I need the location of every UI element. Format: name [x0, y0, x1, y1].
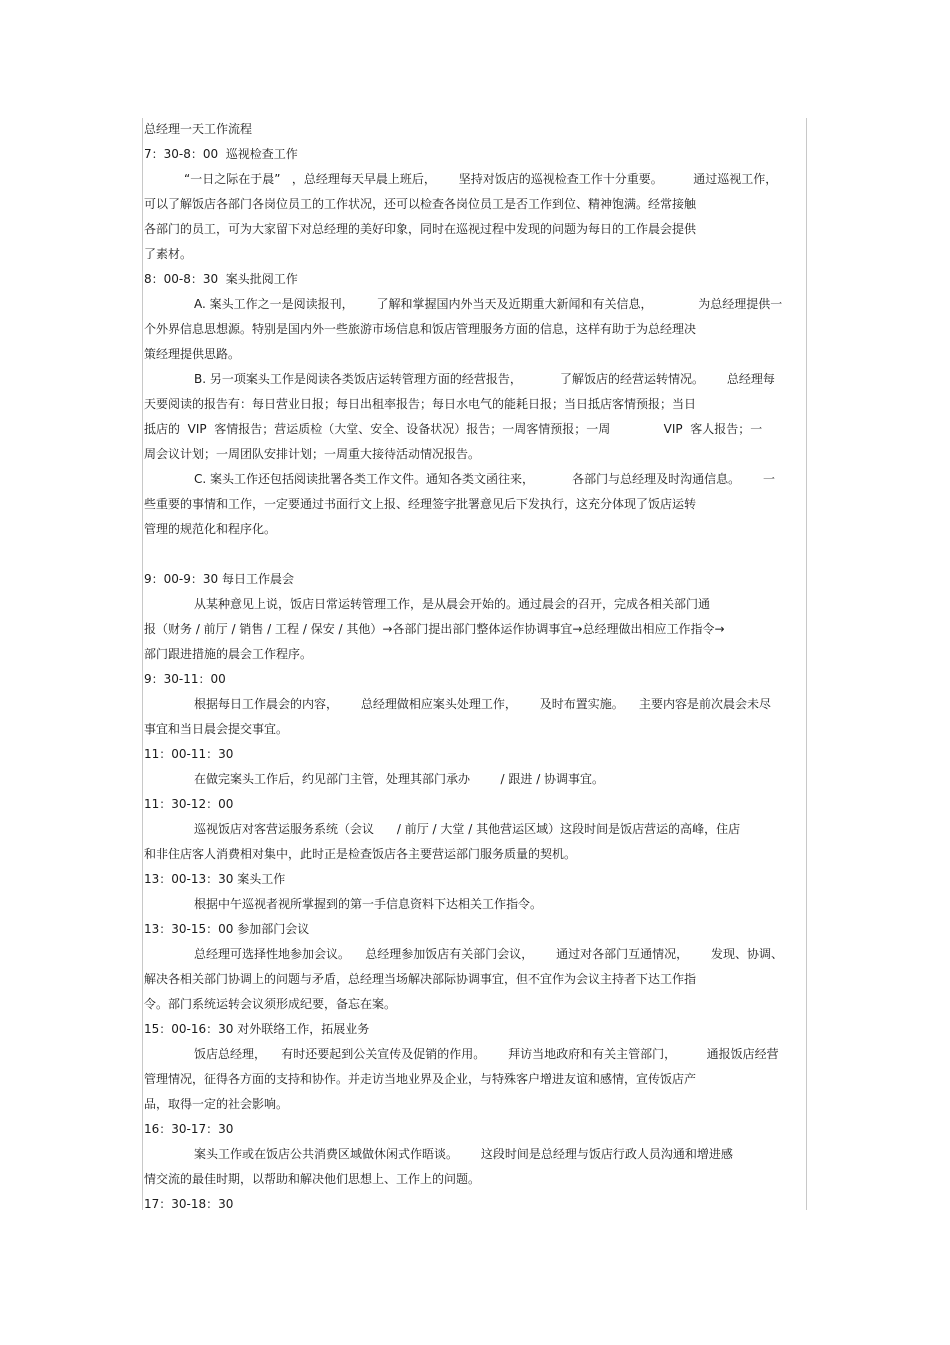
paragraph-line: C. 案头工作还包括阅读批署各类工作文件。通知各类文函往来， 各部门与总经理及时沟通信息。 一	[194, 472, 776, 486]
paragraph-line: 管理的规范化和程序化。	[144, 522, 277, 536]
paragraph-line: 抵店的 VIP 客情报告；营运质检（大堂、安全、设备状况）报告；一周客情预报；一周 VIP 客人报告；一	[144, 422, 763, 436]
schedule-heading-1130: 11：30-12：00	[144, 797, 234, 811]
paragraph-line: 解决各相关部门协调上的问题与矛盾，总经理当场解决部际协调事宜，但不宜作为会议主持者下达工作指	[144, 972, 697, 986]
schedule-heading-0900: 9：00-9：30 每日工作晨会	[144, 572, 294, 586]
schedule-heading-1730: 17：30-18：30	[144, 1197, 234, 1211]
paragraph-line: 可以了解饭店各部门各岗位员工的工作状况，还可以检查各岗位员工是否工作到位、精神饱满。经常接触	[144, 197, 697, 211]
right-margin-rule	[806, 118, 807, 1210]
paragraph-line: 事宜和当日晨会提交事宜。	[144, 722, 289, 736]
document-title: 总经理一天工作流程	[144, 122, 253, 136]
paragraph-line: 些重要的事情和工作，一定要通过书面行文上报、经理签字批署意见后下发执行，这充分体现了饭店运转	[144, 497, 697, 511]
schedule-heading-1630: 16：30-17：30	[144, 1122, 234, 1136]
paragraph-line: 策经理提供思路。	[144, 347, 241, 361]
paragraph-line: 在做完案头工作后，约见部门主管，处理其部门承办 / 跟进 / 协调事宜。	[194, 772, 605, 786]
paragraph-line: 案头工作或在饭店公共消费区域做休闲式作晤谈。 这段时间是总经理与饭店行政人员沟通和增进感	[194, 1147, 733, 1161]
paragraph-line: 品，取得一定的社会影响。	[144, 1097, 289, 1111]
paragraph-line: 周会议计划；一周团队安排计划；一周重大接待活动情况报告。	[144, 447, 481, 461]
schedule-heading-1500: 15：00-16：30 对外联络工作，拓展业务	[144, 1022, 370, 1036]
paragraph-line: 部门跟进措施的晨会工作程序。	[144, 647, 313, 661]
schedule-heading-1100: 11：00-11：30	[144, 747, 234, 761]
paragraph-line: 巡视饭店对客营运服务系统（会议 / 前厅 / 大堂 / 其他营运区域）这段时间是饭店营运的高峰，住店	[194, 822, 741, 836]
paragraph-line: 根据每日工作晨会的内容， 总经理做相应案头处理工作， 及时布置实施。 主要内容是前次晨会未尽	[194, 697, 772, 711]
schedule-heading-1300: 13：00-13：30 案头工作	[144, 872, 286, 886]
paragraph-line: 总经理可选择性地参加会议。 总经理参加饭店有关部门会议， 通过对各部门互通情况， 发现、协调、	[194, 947, 784, 961]
paragraph-line: “一日之际在于晨” ，总经理每天早晨上班后， 坚持对饭店的巡视检查工作十分重要。 通过巡视工作，	[184, 172, 778, 186]
paragraph-line: 饭店总经理， 有时还要起到公关宣传及促销的作用。 拜访当地政府和有关主管部门， 通报饭店经营	[194, 1047, 779, 1061]
paragraph-line: 从某种意见上说，饭店日常运转管理工作，是从晨会开始的。通过晨会的召开，完成各相关部门通	[194, 597, 711, 611]
left-margin-rule	[142, 118, 143, 1210]
schedule-heading-0930: 9：30-11：00	[144, 672, 226, 686]
paragraph-line: 情交流的最佳时期，以帮助和解决他们思想上、工作上的问题。	[144, 1172, 481, 1186]
paragraph-line: 天要阅读的报告有：每日营业日报；每日出租率报告；每日水电气的能耗日报；当日抵店客情预报；当日	[144, 397, 697, 411]
paragraph-line: B. 另一项案头工作是阅读各类饭店运转管理方面的经营报告， 了解饭店的经营运转情况。 总经理每	[194, 372, 775, 386]
paragraph-line: 管理情况，征得各方面的支持和协作。并走访当地业界及企业，与特殊客户增进友谊和感情，宣传饭店产	[144, 1072, 697, 1086]
paragraph-line: 个外界信息思想源。特别是国内外一些旅游市场信息和饭店管理服务方面的信息，这样有助于为总经理决	[144, 322, 697, 336]
paragraph-line: 各部门的员工，可为大家留下对总经理的美好印象，同时在巡视过程中发现的问题为每日的工作晨会提供	[144, 222, 697, 236]
paragraph-line: 令。部门系统运转会议须形成纪要，备忘在案。	[144, 997, 397, 1011]
paragraph-line: A. 案头工作之一是阅读报刊， 了解和掌握国内外当天及近期重大新闻和有关信息， 为总经理提供一	[194, 297, 783, 311]
schedule-heading-0730: 7：30-8：00 巡视检查工作	[144, 147, 298, 161]
schedule-heading-1330: 13：30-15：00 参加部门会议	[144, 922, 310, 936]
paragraph-line: 和非住店客人消费相对集中，此时正是检查饭店各主要营运部门服务质量的契机。	[144, 847, 577, 861]
paragraph-line: 了素材。	[144, 247, 193, 261]
paragraph-line: 报（财务 / 前厅 / 销售 / 工程 / 保安 / 其他）→各部门提出部门整体运作协调事宜→总经理做出相应工作指令→	[144, 622, 725, 636]
paragraph-line: 根据中午巡视者视所掌握到的第一手信息资料下达相关工作指令。	[194, 897, 543, 911]
schedule-heading-0800: 8：00-8：30 案头批阅工作	[144, 272, 298, 286]
